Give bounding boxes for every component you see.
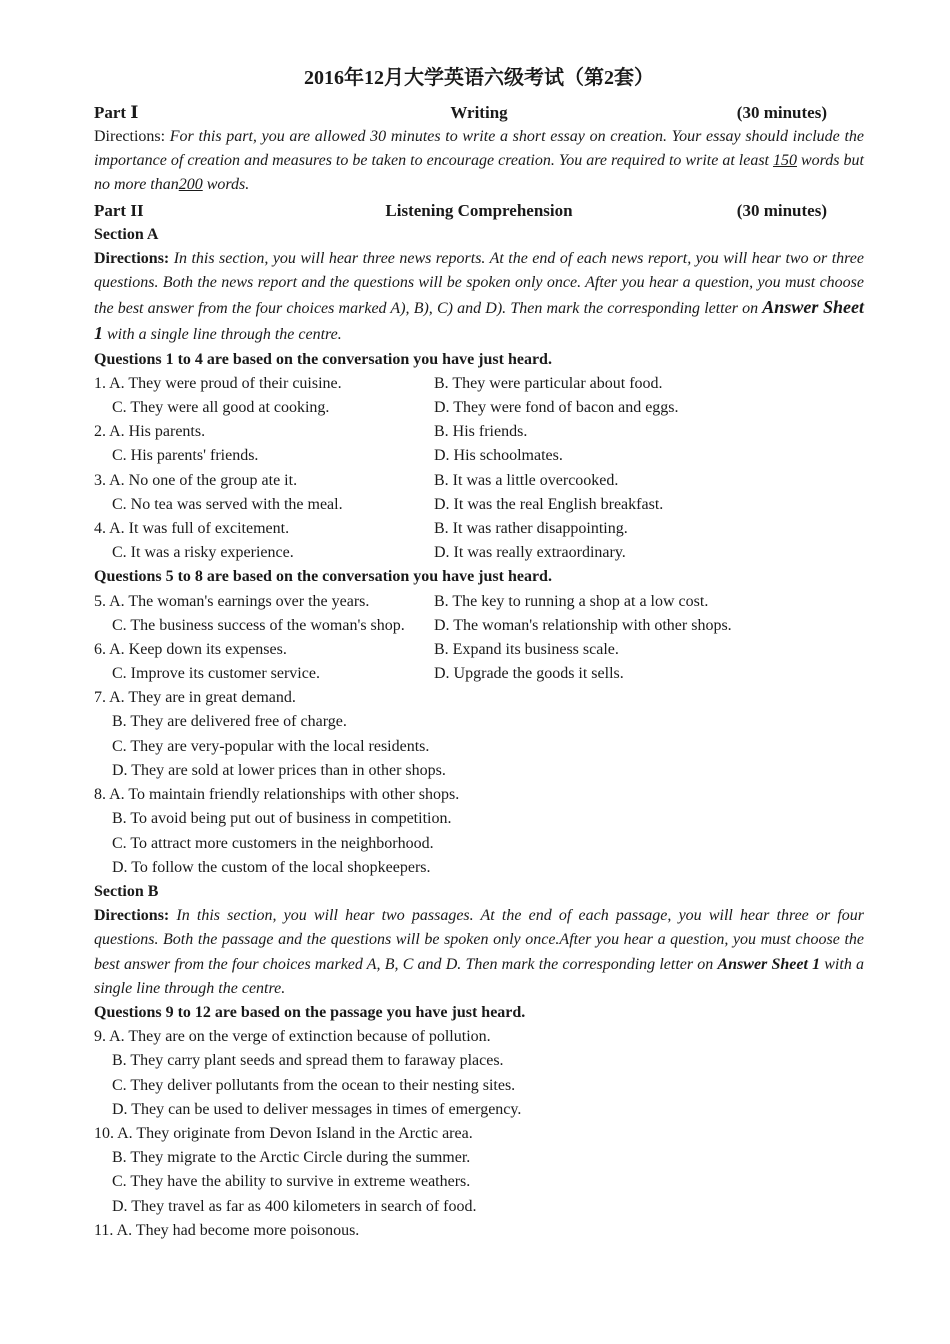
section-a-label: Section A	[94, 225, 159, 243]
section-a-answer-sheet: Answer Sheet 1	[94, 297, 864, 344]
part1-directions	[94, 125, 864, 198]
question-4-row-ab	[94, 517, 864, 541]
section-b-dir-text2: with a single line through the centre.	[94, 955, 864, 997]
q4-option-c: C. It was a risky experience.	[112, 544, 294, 562]
question-1-row-ab	[94, 372, 864, 396]
q3-option-d: D. It was the real English breakfast.	[434, 495, 664, 513]
page-title: 2016年12月大学英语六级考试（第2套）	[304, 67, 654, 89]
part1-min-words: 150	[773, 152, 797, 170]
section-a-dir-text1: In this section, you will hear three news reports. At the end of each news report, you will hear two or three questions. Both the news report and the questions will be spoken only once. After you hear a question, you must choose the best answer from the four choices marked A), B), C) and D). Then mark the corresponding letter on	[94, 249, 864, 318]
question-5-row-cd	[94, 614, 864, 638]
q3-option-a: 3. A. No one of the group ate it.	[94, 471, 298, 489]
question-5-row-ab	[94, 590, 864, 614]
q9-option-d: D. They can be used to deliver messages in times of emergency.	[112, 1100, 522, 1118]
question-3-row-cd	[94, 493, 864, 517]
q1-option-a: 1. A. They were proud of their cuisine.	[94, 374, 342, 392]
q7-option-b: B. They are delivered free of charge.	[112, 713, 347, 731]
q2-option-c: C. His parents' friends.	[112, 447, 259, 465]
q9-option-b: B. They carry plant seeds and spread them to faraway places.	[112, 1052, 504, 1070]
q5-option-c: C. The business success of the woman's shop.	[112, 616, 405, 634]
q5-option-a: 5. A. The woman's earnings over the years.	[94, 592, 370, 610]
q8-option-b: B. To avoid being put out of business in competition.	[112, 810, 452, 828]
question-2-row-cd	[94, 444, 864, 468]
part1-header	[94, 100, 864, 125]
questions-5-8-heading: Questions 5 to 8 are based on the conversation you have just heard.	[94, 568, 552, 586]
section-a-dir-text2: with a single line through the centre.	[103, 326, 342, 344]
q10-option-a: 10. A. They originate from Devon Island in the Arctic area.	[94, 1124, 473, 1142]
q2-option-d: D. His schoolmates.	[434, 447, 563, 465]
question-3-row-ab	[94, 469, 864, 493]
q4-option-b: B. It was rather disappointing.	[434, 519, 628, 537]
part1-max-words: 200	[178, 176, 203, 194]
q11-option-a: 11. A. They had become more poisonous.	[94, 1221, 360, 1239]
part1-time: (30 minutes)	[736, 103, 827, 122]
q8-option-d: D. To follow the custom of the local shopkeepers.	[112, 858, 431, 876]
section-b-directions	[94, 904, 864, 1001]
q8-option-c: C. To attract more customers in the neighborhood.	[112, 834, 434, 852]
q4-option-a: 4. A. It was full of excitement.	[94, 519, 290, 537]
q1-option-c: C. They were all good at cooking.	[112, 399, 330, 417]
q1-option-d: D. They were fond of bacon and eggs.	[434, 399, 679, 417]
q10-option-c: C. They have the ability to survive in extreme weathers.	[112, 1173, 471, 1191]
section-b-label: Section B	[94, 882, 159, 900]
q2-option-a: 2. A. His parents.	[94, 423, 206, 441]
part2-header	[94, 198, 864, 223]
question-6-row-cd	[94, 662, 864, 686]
section-a-dir-label: Directions:	[94, 249, 170, 267]
q4-option-d: D. It was really extraordinary.	[434, 544, 626, 562]
q1-option-b: B. They were particular about food.	[434, 374, 663, 392]
part2-time: (30 minutes)	[736, 200, 827, 220]
q7-option-c: C. They are very-popular with the local residents.	[112, 737, 430, 755]
q3-option-c: C. No tea was served with the meal.	[112, 495, 343, 513]
q7-option-a: 7. A. They are in great demand.	[94, 689, 296, 707]
part1-label: Part Ⅰ	[94, 103, 139, 122]
q6-option-c: C. Improve its customer service.	[112, 665, 320, 683]
q5-option-d: D. The woman's relationship with other shops.	[434, 616, 732, 634]
question-1-row-cd	[94, 396, 864, 420]
questions-9-12-heading: Questions 9 to 12 are based on the passage you have just heard.	[94, 1003, 526, 1021]
part2-name: Listening Comprehension	[385, 200, 573, 220]
exam-page	[94, 64, 864, 1243]
q2-option-b: B. His friends.	[434, 423, 528, 441]
q5-option-b: B. The key to running a shop at a low cost.	[434, 592, 709, 610]
q7-option-d: D. They are sold at lower prices than in other shops.	[112, 761, 446, 779]
question-2-row-ab	[94, 420, 864, 444]
section-b-dir-text1: In this section, you will hear two passages. At the end of each passage, you will hear three or four questions. Both the passage and the questions will be spoken only once.After you hear a question, you must choose the best answer from the four choices marked A, B, C and D. Then mark the corresponding letter on	[94, 907, 864, 973]
part1-dir-label: Directions:	[94, 128, 166, 145]
q8-option-a: 8. A. To maintain friendly relationships with other shops.	[94, 786, 460, 804]
q9-option-c: C. They deliver pollutants from the ocean to their nesting sites.	[112, 1076, 516, 1094]
q6-option-a: 6. A. Keep down its expenses.	[94, 640, 287, 658]
section-a-directions	[94, 247, 864, 348]
part1-name: Writing	[450, 103, 508, 122]
question-4-row-cd	[94, 541, 864, 565]
questions-1-4-heading: Questions 1 to 4 are based on the conversation you have just heard.	[94, 350, 552, 368]
q6-option-d: D. Upgrade the goods it sells.	[434, 665, 624, 683]
q3-option-b: B. It was a little overcooked.	[434, 471, 619, 489]
section-b-answer-sheet: Answer Sheet 1	[717, 955, 821, 973]
q10-option-b: B. They migrate to the Arctic Circle during the summer.	[112, 1149, 471, 1167]
part1-dir-text2: words but no more than	[94, 152, 864, 194]
question-6-row-ab	[94, 638, 864, 662]
q6-option-b: B. Expand its business scale.	[434, 640, 619, 658]
part2-label: Part II	[94, 200, 144, 220]
section-b-dir-label: Directions:	[94, 907, 170, 925]
q10-option-d: D. They travel as far as 400 kilometers in search of food.	[112, 1197, 477, 1215]
part1-dir-text3: words.	[202, 176, 250, 194]
part1-dir-text1: For this part, you are allowed 30 minutes to write a short essay on creation. Your essay should include the importance of creation and measures to be taken to encourage creation. You are required to write at least	[94, 128, 864, 170]
q9-option-a: 9. A. They are on the verge of extinction because of pollution.	[94, 1028, 491, 1046]
